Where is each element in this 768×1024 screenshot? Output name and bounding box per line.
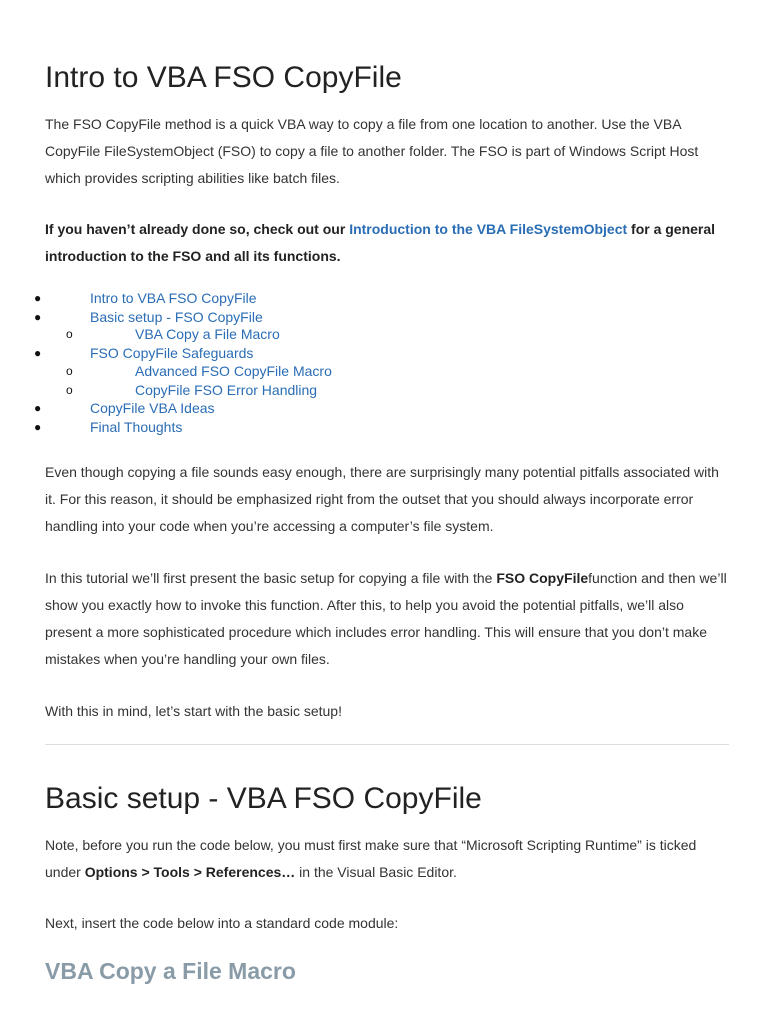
pitfalls-paragraph: Even though copying a file sounds easy enough, there are surprisingly many potential pitfalls associated with it. For this reason, it should be emphasized right from the outset that you should always incorporate error handling into your code when you’re accessing a computer’s file system. — [45, 464, 719, 534]
section-divider — [45, 744, 729, 745]
insert-code-instruction: Next, insert the code below into a standard code module: — [45, 915, 399, 931]
toc-item-error-handling[interactable]: CopyFile FSO Error Handling — [135, 382, 318, 398]
toc-item-intro[interactable]: Intro to VBA FSO CopyFile — [90, 290, 257, 306]
toc-sub-bullet: o — [66, 364, 73, 378]
overview-text-after: function and then we’ll show you exactly how to invoke this function. After this, to help you avoid the potential pitfalls, we’ll also present a more sophisticated procedure which includes error handling. This will ensure that you don’t make mistakes when you’re handling your own files. — [45, 570, 727, 667]
toc-item-advanced-macro[interactable]: Advanced FSO CopyFile Macro — [135, 363, 332, 379]
toc-item-ideas[interactable]: CopyFile VBA Ideas — [90, 400, 215, 416]
references-note — [45, 832, 730, 886]
page-title: Intro to VBA FSO CopyFile — [45, 61, 402, 94]
callout-text-before: If you haven’t already done so, check out our — [45, 221, 350, 237]
intro-paragraph: The FSO CopyFile method is a quick VBA way to copy a file from one location to another. Use the VBA CopyFile FileSystemObject (FSO) to copy a file to another folder. The FSO is part of Windows Script Host which provides scripting abilities like batch files. — [45, 116, 699, 186]
toc-item-final-thoughts[interactable]: Final Thoughts — [90, 419, 183, 435]
fso-intro-callout — [45, 216, 730, 270]
fso-copyfile-term: FSO CopyFile — [496, 570, 589, 586]
toc-bullet: ● — [34, 310, 42, 324]
toc-sub-bullet: o — [66, 383, 73, 397]
callout-text-after: for a general introduction to the FSO and all its functions. — [45, 221, 716, 264]
note-text-before: Note, before you run the code below, you must first make sure that “Microsoft Scripting Runtime” is ticked under — [45, 837, 697, 880]
toc-item-basic-setup[interactable]: Basic setup - FSO CopyFile — [90, 309, 263, 325]
toc-bullet: ● — [34, 420, 42, 434]
basic-setup-heading: Basic setup - VBA FSO CopyFile — [45, 782, 482, 815]
copy-file-macro-heading: VBA Copy a File Macro — [45, 958, 296, 984]
toc-bullet: ● — [34, 401, 42, 415]
toc-item-safeguards[interactable]: FSO CopyFile Safeguards — [90, 345, 254, 361]
fso-introduction-link[interactable]: Introduction to the VBA FileSystemObject — [349, 221, 628, 237]
references-menu-path: Options > Tools > References… — [84, 864, 296, 880]
basic-setup-lead-in: With this in mind, let’s start with the basic setup! — [45, 703, 342, 719]
note-text-after: in the Visual Basic Editor. — [295, 864, 457, 880]
toc-bullet: ● — [34, 346, 42, 360]
tutorial-overview-paragraph — [45, 565, 730, 673]
toc-bullet: ● — [34, 291, 42, 305]
overview-text-before: In this tutorial we’ll first present the basic setup for copying a file with the — [45, 570, 497, 586]
toc-item-copy-file-macro[interactable]: VBA Copy a File Macro — [135, 326, 280, 342]
toc-sub-bullet: o — [66, 327, 73, 341]
